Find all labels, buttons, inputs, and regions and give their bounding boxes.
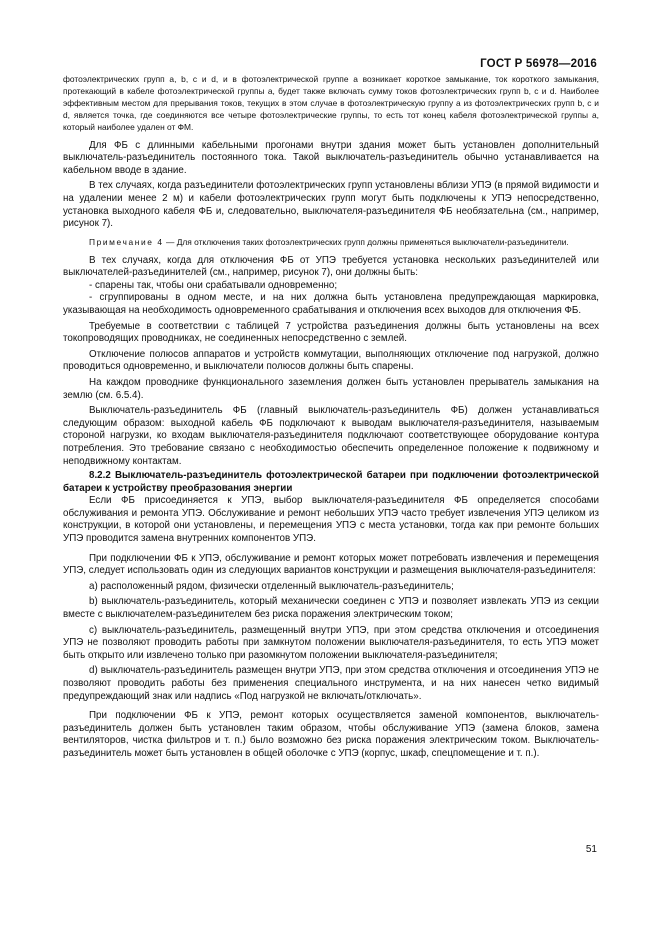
document-standard-id: ГОСТ Р 56978—2016 [480, 58, 597, 70]
paragraph-pole-disconnection: Отключение полюсов аппаратов и устройств коммутации, выполняющих отключение под нагрузкой, должно проводиться одновременно, и выключатели полюсов должны быть спарены. [63, 348, 599, 373]
paragraph-options: При подключении ФБ к УПЭ, обслуживание и ремонт которых может потребовать извлечения и перемещения УПЭ, следует использовать один из следующих вариантов конструкции и размещения выключателя-разъединителя: [63, 552, 599, 577]
intro-paragraph: фотоэлектрических групп a, b, c и d, и в фотоэлектрической группе a возникает короткое замыкание, ток короткого замыкания, протекающий в кабеле фотоэлектрической группы a, будет также включать сумму токов фотоэлектрических групп b, c и d. Наиболее эффективным местом для прерывания токов, текущих в этом случае в фотоэлектрическую группу a из фотоэлектрических групп b, c и d, является точка, где соединяются все четыре фотоэлектрические группы, то есть тот конец кабеля фотоэлектрической группы a, который наиболее удален от ФМ. [63, 74, 599, 132]
paragraph-maintenance: Если ФБ присоединяется к УПЭ, выбор выключателя-разъединителя ФБ определяется способами обслуживания и ремонта УПЭ. Обслуживание и ремонт небольших УПЭ часто требует извлечения УПЭ целиком из конструкции, в которой они установлены, и перемещения УПЭ с места установки, тогда как при ремонте больших УПЭ проводится замена внутренних компонентов УПЭ. [63, 495, 599, 545]
paragraph-multiple-disconnectors: В тех случаях, когда для отключения ФБ от УПЭ требуется установка нескольких разъединителей или выключателей-разъединителей (см., например, рисунок 7), они должны быть: [63, 254, 599, 279]
paragraph-near-installation: В тех случаях, когда разъединители фотоэлектрических групп установлены вблизи УПЭ (в прямой видимости и на удалении менее 2 м) и кабели фотоэлектрических групп могут быть подключены к УПЭ непосредственно, установка выходного кабеля ФБ и, следовательно, выключателя-разъединителя ФБ необязательна (см., например, рисунок 7). [63, 180, 599, 230]
paragraph-table-7: Требуемые в соответствии с таблицей 7 устройства разъединения должны быть установлены на всех токопроводящих проводниках, не соединенных непосредственно с землей. [63, 320, 599, 345]
paragraph-main-switch: Выключатель-разъединитель ФБ (главный выключатель-разъединитель ФБ) должен устанавливаться следующим образом: выходной кабель ФБ подключают к выводам выключателя-разъединителя, называемым стороной нагрузки, ко входам выключателя-разъединителя подключают соответствующее оборудование контура потребления. Это требование связано с необходимостью обеспечить определенное положение к подвижному и неподвижному контактам. [63, 405, 599, 467]
note-label: Примечание 4 [89, 236, 164, 247]
page-number: 51 [585, 844, 597, 855]
note-4 [63, 237, 599, 249]
list-item-d: d) выключатель-разъединитель размещен внутри УПЭ, при этом средства отключения и отсоединения УПЭ не позволяют проводить работы без применения специального инструмента, и на них нанесен четко видимый предупреждающий знак или надпись «Под нагрузкой не включать/отключать». [63, 665, 599, 702]
list-item-c: c) выключатель-разъединитель, размещенный внутри УПЭ, при этом средства отключения и отсоединения УПЭ не позволяют проводить работы при замкнутом положении выключателя-разъединителя, то есть УПЭ может быть открыто или извлечено только при разомкнутом положении выключателя-разъединителя; [63, 624, 599, 661]
list-item-b: b) выключатель-разъединитель, который механически соединен с УПЭ и позволяет извлекать УПЭ из секции вместе с выключателем-разъединителем без риска поражения электрическим током; [63, 596, 599, 621]
list-item-a: а) расположенный рядом, физически отделенный выключатель-разъединитель; [89, 580, 454, 592]
list-item-grouped: - сгруппированы в одном месте, и на них должна быть установлена предупреждающая маркировка, указывающая на необходимость одновременного срабатывания и отключения всех выходов для отключения ФБ. [63, 292, 599, 316]
paragraph-component-replacement: При подключении ФБ к УПЭ, ремонт которых осуществляется заменой компонентов, выключатель-разъединитель должен быть установлен таким образом, чтобы обслуживание УПЭ (замена блоков, замена вентиляторов, чистка фильтров и т. п.) было возможно без риска поражения электрическим током. Выключатель-разъединитель может быть установлен в общей оболочке с УПЭ (корпус, шкаф, спецпомещение и т. п.). [63, 710, 599, 759]
page-content [63, 74, 599, 761]
list-item-paired: - спарены так, чтобы они срабатывали одновременно; [89, 279, 338, 291]
paragraph-long-cables: Для ФБ с длинными кабельными прогонами внутри здания может быть установлен дополнительный выключатель-разъединитель постоянного тока. Такой выключатель-разъединитель обычно устанавливается на кабельном вводе в здание. [63, 139, 599, 176]
section-heading-8-2-2: 8.2.2 Выключатель-разъединитель фотоэлектрической батареи при подключении фотоэлектрической батареи к устройству преобразования энергии [63, 470, 599, 494]
paragraph-earth-fault: На каждом проводнике функционального заземления должен быть установлен прерыватель замыкания на землю (см. 6.5.4). [63, 376, 599, 401]
note-text: — Для отключения таких фотоэлектрических групп должны применяться выключатели-разъединители. [163, 236, 569, 247]
